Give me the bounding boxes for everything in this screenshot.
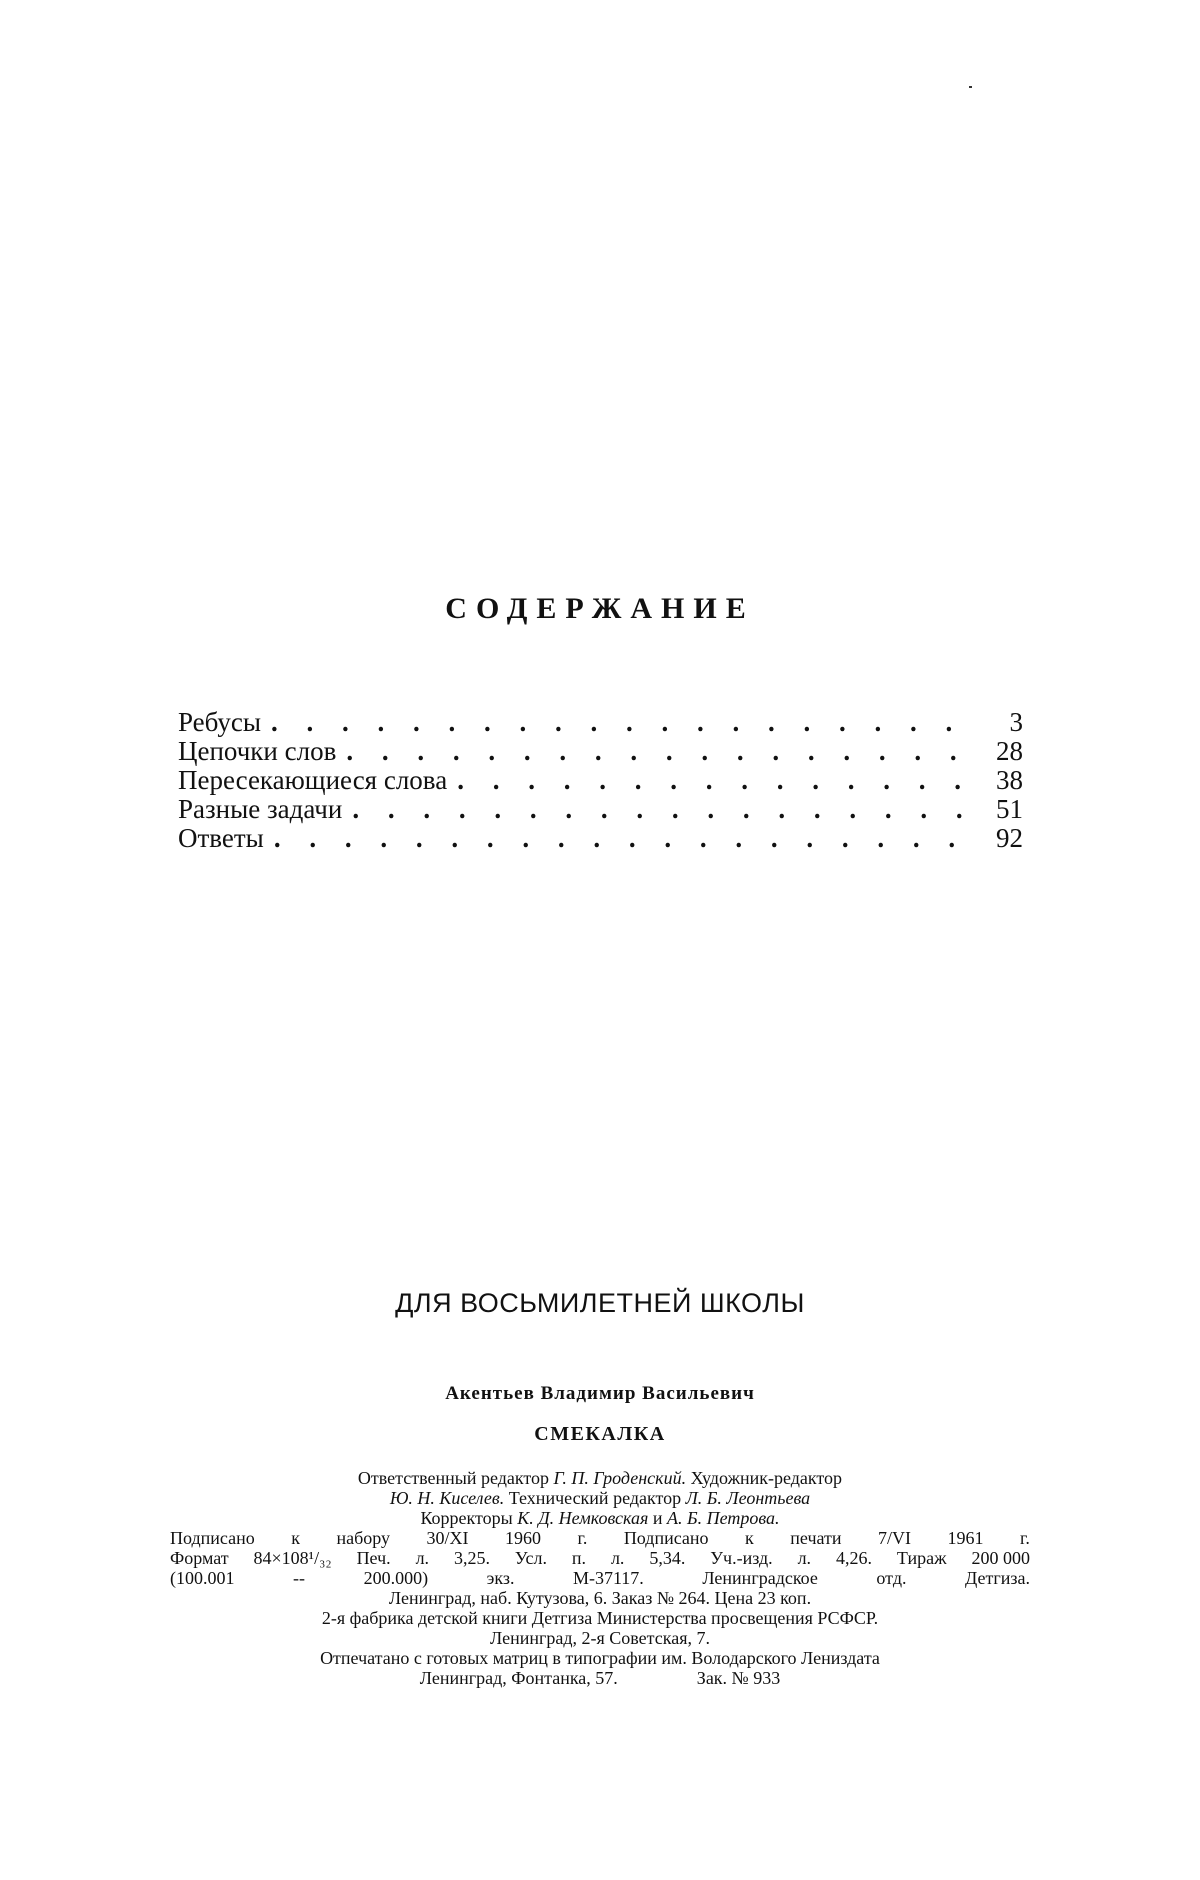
toc-entry — [178, 708, 1023, 737]
toc-leader-dots — [352, 795, 967, 824]
toc-entry-label: Ребусы — [178, 707, 261, 737]
imprint-line — [170, 1508, 1030, 1528]
imprint-word: Уч.-изд. — [710, 1548, 773, 1568]
series-title: ДЛЯ ВОСЬМИЛЕТНЕЙ ШКОЛЫ — [395, 1288, 805, 1318]
imprint-word: л. — [797, 1548, 812, 1568]
imprint-word: (100.001 — [170, 1568, 235, 1588]
imprint-line: Ленинград, наб. Кутузова, 6. Заказ № 264. Цена 23 коп. — [388, 1588, 812, 1608]
imprint-name: А. Б. Петрова. — [667, 1508, 780, 1528]
toc-entry-label: Пересекающиеся слова — [178, 765, 448, 795]
imprint-line — [170, 1488, 1030, 1508]
imprint-word: отд. — [876, 1568, 907, 1588]
imprint-word: 4,26. — [835, 1548, 872, 1568]
toc-entry — [178, 766, 1023, 795]
imprint-line: 2-я фабрика детской книги Детгиза Министерства просвещения РСФСР. — [321, 1608, 879, 1628]
imprint-word: Печ. — [356, 1548, 391, 1568]
toc-entry-page: 38 — [996, 765, 1023, 795]
imprint-word: 5,34. — [649, 1548, 686, 1568]
imprint-line — [170, 1568, 1030, 1588]
toc-entry-label: Ответы — [178, 823, 264, 853]
toc-leader-dots — [271, 708, 967, 737]
toc-entry — [178, 824, 1023, 853]
imprint-word: набору — [336, 1528, 391, 1548]
toc-entry — [178, 795, 1023, 824]
imprint-line: Ленинград, 2-я Советская, 7. — [490, 1628, 710, 1648]
imprint-line — [170, 1668, 1030, 1688]
print-speck — [969, 86, 972, 88]
imprint-word: 30/XI — [426, 1528, 469, 1548]
book-title: СМЕКАЛКА — [534, 1423, 666, 1445]
imprint-block — [170, 1468, 1030, 1688]
imprint-word: 84×108¹/₃₂ — [253, 1548, 332, 1568]
imprint-text: Зак. № 933 — [696, 1668, 781, 1688]
toc-leader-dots — [274, 824, 967, 853]
table-of-contents — [178, 708, 1023, 853]
imprint-word: Формат — [170, 1548, 229, 1568]
imprint-name: Л. Б. Леонтьева — [685, 1488, 811, 1508]
imprint-word: п. — [571, 1548, 587, 1568]
imprint-word: л. — [610, 1548, 625, 1568]
imprint-line — [170, 1528, 1030, 1548]
imprint-word: г. — [577, 1528, 588, 1548]
toc-entry-page: 3 — [1009, 707, 1023, 737]
toc-leader-dots — [457, 766, 967, 795]
imprint-text: Художник-редактор — [690, 1468, 843, 1488]
imprint-text: Ленинград, Фонтанка, 57. — [419, 1668, 618, 1688]
toc-entry-label: Цепочки слов — [178, 736, 337, 766]
imprint-word: Тираж — [896, 1548, 947, 1568]
imprint-word: 1961 — [947, 1528, 984, 1548]
imprint-line — [170, 1548, 1030, 1568]
imprint-word: печати — [790, 1528, 842, 1548]
imprint-line: Отпечатано с готовых матриц в типографии им. Володарского Лениздата — [320, 1648, 880, 1668]
contents-title: СОДЕРЖАНИЕ — [445, 592, 755, 625]
toc-entry-label: Разные задачи — [178, 794, 343, 824]
imprint-word: 1960 — [504, 1528, 541, 1548]
toc-entry-page: 92 — [996, 823, 1023, 853]
imprint-text: Технический редактор — [508, 1488, 682, 1508]
imprint-word: экз. — [486, 1568, 515, 1588]
imprint-word: 7/VI — [878, 1528, 912, 1548]
imprint-word: Ленинградское — [702, 1568, 818, 1588]
imprint-word: к — [745, 1528, 754, 1548]
toc-leader-dots — [346, 737, 967, 766]
imprint-word: г. — [1019, 1528, 1030, 1548]
imprint-word: Усл. — [514, 1548, 547, 1568]
toc-entry-page: 28 — [996, 736, 1023, 766]
imprint-word: к — [291, 1528, 300, 1548]
imprint-text: Корректоры — [420, 1508, 513, 1528]
imprint-name: К. Д. Немковская — [517, 1508, 649, 1528]
imprint-name: Г. П. Гроденский. — [553, 1468, 687, 1488]
imprint-word: 200.000) — [363, 1568, 429, 1588]
imprint-word: -- — [293, 1568, 306, 1588]
imprint-word: 200 000 — [971, 1548, 1030, 1568]
imprint-name: Ю. Н. Киселев. — [389, 1488, 505, 1508]
imprint-word: 3,25. — [453, 1548, 490, 1568]
toc-entry-page: 51 — [996, 794, 1023, 824]
imprint-word: Подписано — [623, 1528, 709, 1548]
author-name: Акентьев Владимир Васильевич — [445, 1383, 755, 1404]
imprint-word: Детгиза. — [965, 1568, 1030, 1588]
imprint-text: Ответственный редактор — [357, 1468, 550, 1488]
imprint-word: М-37117. — [572, 1568, 644, 1588]
imprint-text: и — [652, 1508, 663, 1528]
imprint-word: л. — [415, 1548, 430, 1568]
imprint-line — [170, 1468, 1030, 1488]
imprint-word: Подписано — [170, 1528, 255, 1548]
toc-entry — [178, 737, 1023, 766]
